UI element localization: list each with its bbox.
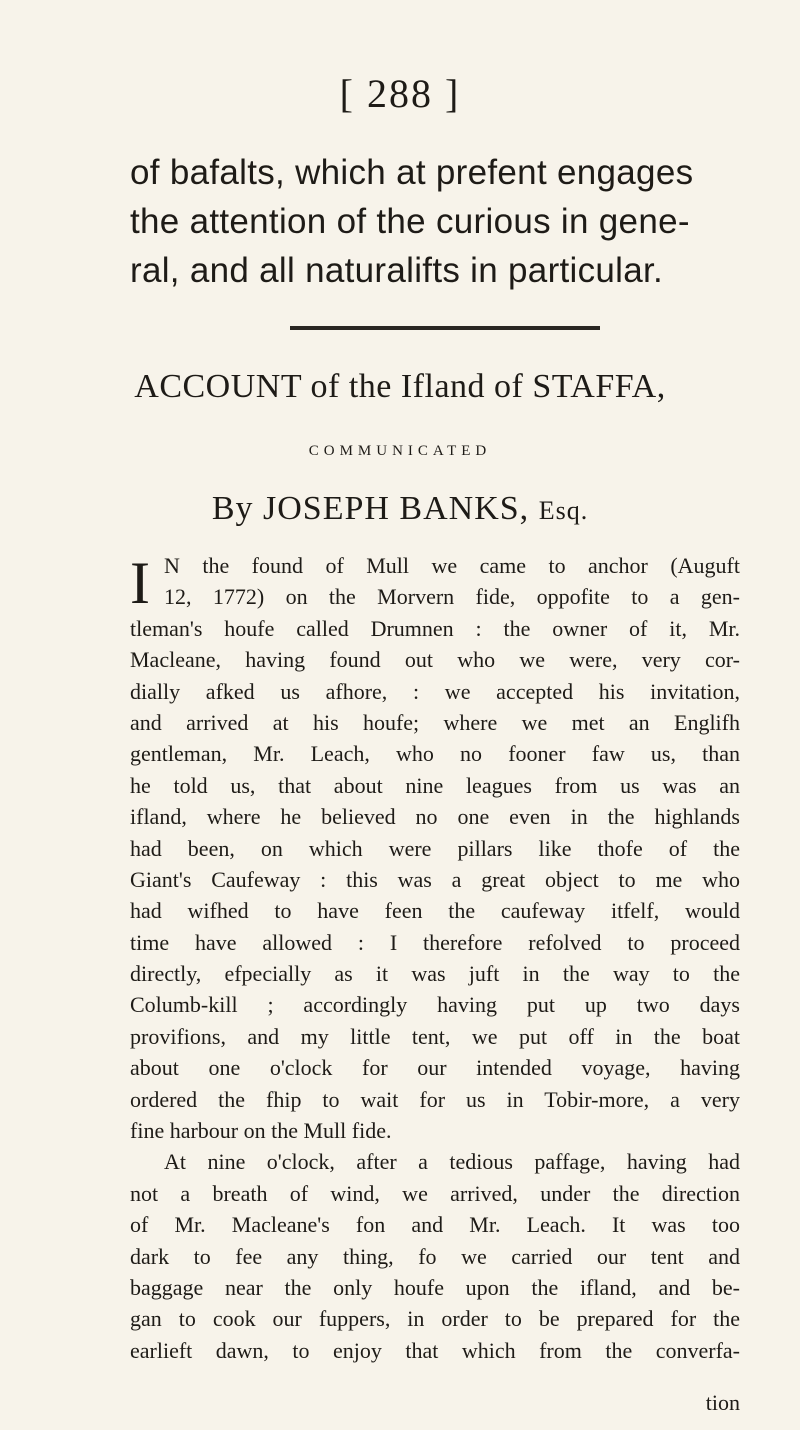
body-line: had wifhed to have feen the caufeway itfelf, would — [130, 898, 740, 924]
body-line: directly, efpecially as it was juft in the way to the — [130, 961, 740, 987]
body-line: time have allowed : I therefore refolved to proceed — [130, 929, 740, 955]
body-line: dially afked us afhore, : we accepted his invitation, — [130, 678, 740, 704]
body-line: baggage near the only houfe upon the ifland, and be- — [130, 1274, 740, 1300]
body-line: had been, on which were pillars like thofe of the — [130, 835, 740, 861]
body-line: Giant's Caufeway : this was a great object to me who — [130, 866, 740, 892]
body-line: gan to cook our fuppers, in order to be prepared for the — [130, 1306, 740, 1332]
body-line: provifions, and my little tent, we put off in the boat — [130, 1023, 740, 1049]
body-line: about one o'clock for our intended voyage, having — [130, 1055, 740, 1081]
body-line: Columb-kill ; accordingly having put up two days — [130, 992, 740, 1018]
opening-line: the attention of the curious in gene- — [130, 202, 690, 241]
article-title: ACCOUNT of the Ifland of STAFFA, — [134, 368, 666, 405]
article-body — [130, 550, 740, 1366]
body-line: N the found of Mull we came to anchor (Auguft — [164, 553, 740, 578]
section-divider — [290, 326, 600, 330]
byline-name: JOSEPH BANKS, — [263, 490, 530, 527]
catchword: tion — [705, 1390, 740, 1415]
body-line: not a breath of wind, we arrived, under the direction — [130, 1180, 740, 1206]
body-line: gentleman, Mr. Leach, who no fooner faw us, than — [130, 741, 740, 767]
body-line: ifland, where he believed no one even in the highlands — [130, 804, 740, 830]
body-line: At nine o'clock, after a tedious paffage, having had — [164, 1149, 740, 1175]
byline-esq: Esq. — [538, 496, 589, 525]
communicated-label: COMMUNICATED — [308, 443, 492, 459]
page-number: [ 288 ] — [339, 71, 461, 116]
body-line: Macleane, having found out who we were, very cor- — [130, 647, 740, 673]
body-line: and arrived at his houfe; where we met an Englifh — [130, 709, 740, 735]
opening-paragraph — [130, 148, 740, 295]
body-line: dark to fee any thing, fo we carried our tent and — [130, 1243, 740, 1269]
opening-line: of bafalts, which at prefent engages — [130, 153, 694, 192]
byline-by: By — [211, 490, 254, 527]
author-byline — [0, 490, 800, 528]
opening-line: ral, and all naturalifts in particular. — [130, 251, 664, 290]
body-line: fine harbour on the Mull fide. — [130, 1118, 392, 1144]
drop-cap: I — [130, 550, 150, 616]
body-line: he told us, that about nine leagues from us was an — [130, 772, 740, 798]
body-line: 12, 1772) on the Morvern fide, oppofite to a gen- — [164, 584, 740, 610]
body-line: ordered the fhip to wait for us in Tobir-more, a very — [130, 1086, 740, 1112]
body-line: earlieft dawn, to enjoy that which from the converfa- — [130, 1337, 740, 1363]
body-line: of Mr. Macleane's fon and Mr. Leach. It was too — [130, 1212, 740, 1238]
body-line: tleman's houfe called Drumnen : the owner of it, Mr. — [130, 615, 740, 641]
